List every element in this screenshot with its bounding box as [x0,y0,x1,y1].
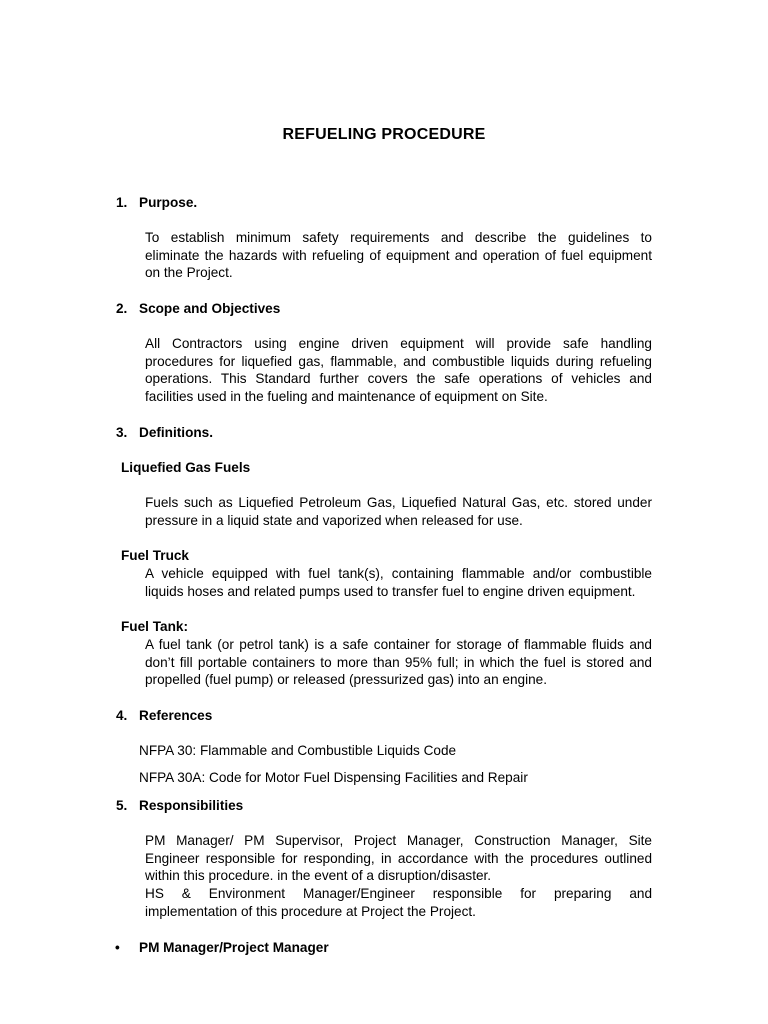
responsibilities-line: PM Manager/ PM Supervisor, Project Manager, Construction Manager, Site [145,833,652,848]
section-number-responsibilities: 5. [116,798,128,813]
section-number-definitions: 3. [116,425,128,440]
bullet-icon: • [115,940,120,955]
bullet-heading-pm-manager: PM Manager/Project Manager [139,940,329,955]
definition-line: don’t fill portable containers to more than 95% full; in which the fuel is stored and [145,654,652,670]
responsibilities-line: implementation of this procedure at Project the Project. [145,903,476,919]
definition-line: liquids hoses and related pumps used to transfer fuel to engine driven equipment. [145,583,636,599]
definition-term-fuel-truck: Fuel Truck [121,548,189,563]
section-heading-definitions: Definitions. [139,425,214,440]
purpose-paragraph [145,229,652,282]
section-heading-purpose: Purpose. [139,195,198,210]
definition-text-fuel-truck [145,565,652,600]
purpose-line: To establish minimum safety requirements and describe the guidelines to [145,230,652,245]
scope-paragraph [145,335,652,406]
definition-line: A vehicle equipped with fuel tank(s), containing flammable and/or combustible [145,566,652,581]
responsibilities-line: HS & Environment Manager/Engineer responsible for preparing and [145,886,652,902]
definition-line: Fuels such as Liquefied Petroleum Gas, Liquefied Natural Gas, etc. stored under [145,495,652,510]
section-number-purpose: 1. [116,195,128,210]
responsibilities-line: within this procedure. in the event of a disruption/disaster. [145,868,492,884]
scope-line: procedures for liquefied gas, flammable, and combustible liquids during refueling [145,353,652,369]
section-heading-responsibilities: Responsibilities [139,798,244,813]
scope-line: operations. This Standard further covers the safe operations of vehicles and [145,371,652,387]
section-number-scope: 2. [116,301,128,316]
purpose-line: eliminate the hazards with refueling of equipment and operation of fuel equipment [145,247,652,263]
section-heading-scope: Scope and Objectives [139,301,281,316]
scope-line: All Contractors using engine driven equipment will provide safe handling [145,336,652,351]
definition-text-fuel-tank [145,636,652,689]
definition-line: A fuel tank (or petrol tank) is a safe container for storage of flammable fluids and [145,637,652,652]
definition-term-fuel-tank: Fuel Tank: [121,619,188,634]
definition-text-liquefied-gas-fuels [145,494,652,529]
responsibilities-line: Engineer responsible for responding, in accordance with the procedures outlined [145,850,652,866]
scope-line: facilities used in the fueling and maintenance of equipment on Site. [145,389,548,405]
definition-line: propelled (fuel pump) or released (pressurized gas) into an engine. [145,672,547,688]
purpose-line: on the Project. [145,265,233,281]
reference-item-nfpa-30: NFPA 30: Flammable and Combustible Liquids Code [139,743,457,758]
definition-line: pressure in a liquid state and vaporized when released for use. [145,512,523,528]
reference-item-nfpa-30a: NFPA 30A: Code for Motor Fuel Dispensing Facilities and Repair [139,770,528,785]
page-title: REFUELING PROCEDURE [282,126,486,143]
responsibilities-paragraph [145,832,652,921]
section-heading-references: References [139,708,213,723]
section-number-references: 4. [116,708,128,723]
definition-term-liquefied-gas-fuels: Liquefied Gas Fuels [121,460,251,475]
